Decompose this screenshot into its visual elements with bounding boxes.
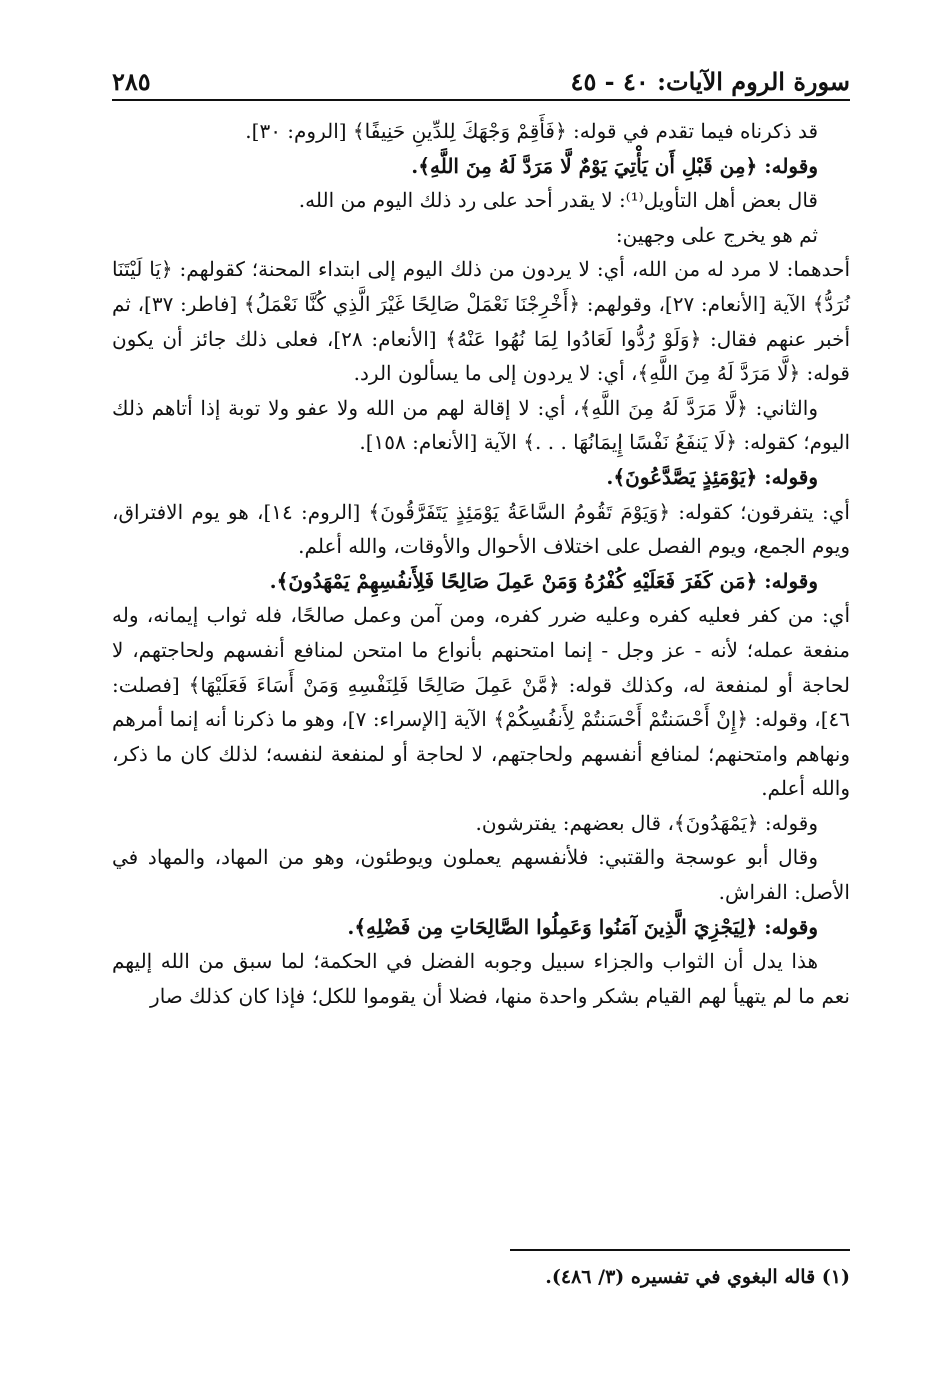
- paragraph: وقوله: ﴿يَمْهَدُونَ﴾، قال بعضهم: يفترشون.: [475, 810, 818, 835]
- footnote: (١) قاله البغوي في تفسيره (٣/ ٤٨٦).: [545, 1266, 850, 1288]
- paragraph: والثاني: ﴿لَّا مَرَدَّ لَهُ مِنَ اللَّهِ﴾، أي: لا إقالة لهم من الله ولا عفو ولا توبة إذا أتاهم ذلك اليوم؛ كقوله: ﴿لَا يَنفَعُ نَفْسًا إِيمَانُهَا . . .﴾ الآية [الأنعام: ١٥٨].: [112, 395, 850, 455]
- paragraph: وقوله: ﴿يَوْمَئِذٍ يَصَّدَّعُونَ﴾.: [606, 464, 818, 489]
- paragraph: وقوله: ﴿لِيَجْزِيَ الَّذِينَ آمَنُوا وَعَمِلُوا الصَّالِحَاتِ مِن فَضْلِهِ﴾.: [347, 914, 818, 939]
- paragraph: وقوله: ﴿مِن قَبْلِ أَن يَأْتِيَ يَوْمٌ لَّا مَرَدَّ لَهُ مِنَ اللَّهِ﴾.: [411, 153, 818, 178]
- paragraph: هذا يدل أن الثواب والجزاء سبيل وجوبه الفضل في الحكمة؛ لما سبق من الله إليهم نعم ما لم يتهيأ لهم القيام بشكر واحدة منها، فضلا أن يقوموا للكل؛ فإذا كان كذلك صار: [112, 949, 850, 1008]
- paragraph: وقوله: ﴿مَن كَفَرَ فَعَلَيْهِ كُفْرُهُ وَمَنْ عَمِلَ صَالِحًا فَلِأَنفُسِهِمْ يَمْهَدُونَ﴾.: [269, 568, 818, 593]
- paragraph: أي: يتفرقون؛ كقوله: ﴿وَيَوْمَ تَقُومُ السَّاعَةُ يَوْمَئِذٍ يَتَفَرَّقُونَ﴾ [الروم: ١٤]، هو يوم الافتراق، ويوم الجمع، ويوم الفصل على اختلاف الأحوال والأوقات، والله أعلم.: [112, 499, 850, 559]
- paragraph: قد ذكرناه فيما تقدم في قوله: ﴿فَأَقِمْ وَجْهَكَ لِلدِّينِ حَنِيفًا﴾ [الروم: ٣٠].: [245, 119, 818, 143]
- paragraph: أي: من كفر فعليه كفره وعليه ضرر كفره، ومن آمن وعمل صالحًا، فله ثواب إيمانه، وله منفعة عمله؛ لأنه - عز وجل - إنما امتحنهم بأنواع ما امتحن لمنافع أنفسهم ولحاجتهم، لا لحاجة أو لمنفعة له، وكذلك قوله: ﴿مَّنْ عَمِلَ صَالِحًا فَلِنَفْسِهِ وَمَنْ أَسَاءَ فَعَلَيْهَا﴾ [فصلت: ٤٦]، وقوله: ﴿إِنْ أَحْسَنتُمْ أَحْسَنتُمْ لِأَنفُسِكُمْ﴾ الآية [الإسراء: ٧]، وهو ما ذكرنا أنه إنما أمرهم ونهاهم وامتحنهم؛ لمنافع أنفسهم ولحاجتهم، لا لحاجة أو لمنفعة لنفسه؛ لذلك كان ما ذكر، والله أعلم.: [112, 603, 850, 801]
- paragraph: أحدهما: لا مرد له من الله، أي: لا يردون من ذلك اليوم إلى ابتداء المحنة؛ كقولهم: ﴿يَا لَيْتَنَا نُرَدُّ﴾ الآية [الأنعام: ٢٧]، وقولهم: ﴿أَخْرِجْنَا نَعْمَلْ صَالِحًا غَيْرَ الَّذِي كُنَّا نَعْمَلُ﴾ [فاطر: ٣٧]، ثم أخبر عنهم فقال: ﴿وَلَوْ رُدُّوا لَعَادُوا لِمَا نُهُوا عَنْهُ﴾ [الأنعام: ٢٨]، فعلى ذلك جائز أن يكون قوله: ﴿لَّا مَرَدَّ لَهُ مِنَ اللَّهِ﴾، أي: لا يردون إلى ما يسألون الرد.: [112, 257, 851, 386]
- page-header: [112, 56, 850, 96]
- paragraph: قال بعض أهل التأويل⁽¹⁾: لا يقدر أحد على رد ذلك اليوم من الله.: [298, 188, 818, 213]
- header-divider: [112, 99, 850, 101]
- page-number: ٢٨٥: [112, 67, 151, 96]
- paragraph: ثم هو يخرج على وجهين:: [615, 222, 818, 247]
- paragraph: وقال أبو عوسجة والقتبي: فلأنفسهم يعملون ويوطئون، وهو من المهاد، والمهاد في الأصل: الفراش.: [112, 845, 850, 905]
- surah-title: سورة الروم الآيات: ٤٠ - ٤٥: [570, 67, 850, 96]
- footnote-divider: [510, 1249, 850, 1251]
- main-text: [112, 114, 850, 1013]
